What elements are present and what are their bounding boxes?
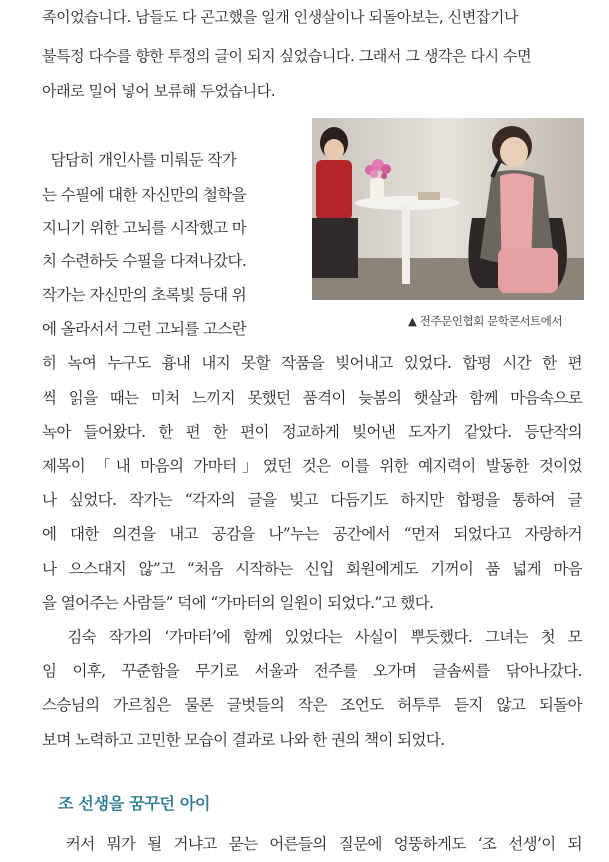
- body-line-1: 히 녹여 누구도 흉내 내지 못할 작품을 빚어내고 있었다. 합평 시간 한 편: [42, 354, 582, 372]
- body-line-5: 나 싶었다. 작가는 “각자의 글을 빚고 다듬기도 하지만 합평을 통하여 글: [42, 491, 582, 509]
- body-line-9: 김숙 작가의 ‘가마터’에 함께 있었다는 사실이 뿌듯했다. 그녀는 첫 모: [42, 628, 582, 646]
- body-narrow-line-5: 작가는 자신만의 초록빛 등대 위: [42, 286, 247, 304]
- body-narrow-line-1: 담담히 개인사를 미뤄둔 작가: [42, 151, 237, 169]
- body-line-3: 녹아 들어왔다. 한 편 한 편이 정교하게 빚어낸 도자기 같았다. 등단작의: [42, 423, 582, 441]
- body-line-7: 나 으스대지 않”고 “처음 시작하는 신입 회원에게도 기꺼이 품 넓게 마음: [42, 560, 582, 578]
- photo-caption: ▲ 전주문인협회 문학콘서트에서: [408, 314, 563, 328]
- body-line-10: 임 이후, 꾸준함을 무기로 서울과 전주를 오가며 글솜씨를 닦아나갔다.: [42, 662, 582, 680]
- body-line-6: 에 대한 의견을 내고 공감을 나”누는 공간에서 “먼저 되었다고 자랑하거: [42, 525, 582, 543]
- body-line-4: 제목이 「내 마음의 가마터」였던 것은 이를 위한 예지력이 발동한 것이었: [42, 457, 582, 475]
- body-narrow-line-2: 는 수필에 대한 자신만의 철학을: [42, 186, 247, 204]
- concert-photo: [312, 118, 584, 300]
- intro-line-3: 아래로 밀어 넣어 보류해 두었습니다.: [42, 82, 276, 100]
- intro-line-1: 족이었습니다. 남들도 다 곤고했을 일개 인생살이나 되돌아보는, 신변잡기나: [42, 8, 519, 26]
- intro-line-2: 불특정 다수를 향한 투정의 글이 되지 싶었습니다. 그래서 그 생각은 다시 수면: [42, 47, 532, 65]
- body-line-8: 을 열어주는 사람들” 덕에 “가마터의 일원이 되었다.”고 했다.: [42, 594, 434, 612]
- body-line-last: 커서 뭐가 될 거냐고 묻는 어른들의 질문에 엉뚱하게도 ‘조 선생’이 되: [42, 835, 582, 853]
- body-line-2: 씩 읽을 때는 미처 느끼지 못했던 품격이 늦봄의 햇살과 함께 마음속으로: [42, 389, 582, 407]
- body-line-12: 보며 노력하고 고민한 모습이 결과로 나와 한 권의 책이 되었다.: [42, 731, 445, 749]
- body-narrow-line-3: 지니기 위한 고뇌를 시작했고 마: [42, 219, 247, 237]
- body-narrow-line-6: 에 올라서서 그런 고뇌를 고스란: [42, 320, 247, 338]
- body-narrow-line-4: 치 수련하듯 수필을 다져나갔다.: [42, 252, 247, 270]
- section-title: 조 선생을 꿈꾸던 아이: [58, 794, 211, 813]
- body-line-11: 스승님의 가르침은 물론 글벗들의 작은 조언도 허투루 듣지 않고 되돌아: [42, 696, 582, 714]
